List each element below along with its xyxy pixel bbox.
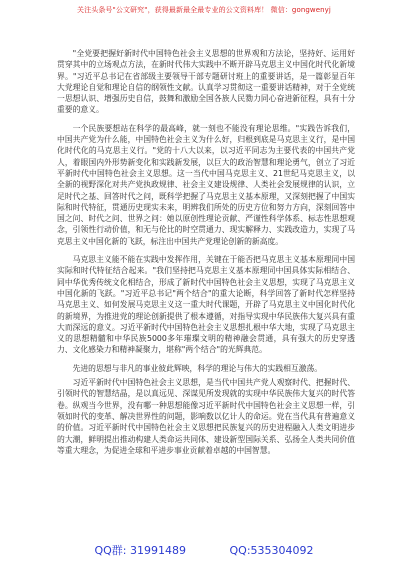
watermark-header: 关注头条号"公文研究"，获得最新最全最专业的公文资料库！ 微信：gongwenyj: [77, 6, 331, 14]
paragraph-3: 马克思主义能不能在实践中发挥作用，关键在于能否把马克思主义基本原理同中国实际和时代特征结合起来。"我们坚持把马克思主义基本原理同中国具体实际相结合、同中华优秀传统文化相结合，形成了新时代中国特色社会主义思想，实现了马克思主义中国化新的飞跃。"习近平总书记"两个结合"的重大论断，科学回答了新时代怎样坚持马克思主义、如何发展马克思主义这一重大时代课题，开辟了马克思主义中国化时代化的新境界，为推进党的理论创新提供了根本遵循，对指导实现中华民族伟大复兴具有重大而深远的意义。习近平新时代中国特色社会主义思想扎根中华大地，实现了马克思主义的思想精髓和中华民族5000多年璀璨文明的精神融会贯通，具有强大的历史穿透力、文化感染力和精神凝聚力，堪称"两个结合"的光辉典范。: [57, 255, 355, 355]
contact-footer: [0, 542, 408, 558]
paragraph-5: 习近平新时代中国特色社会主义思想，是当代中国共产党人观察时代、把握时代、引领时代的智慧结晶，是以真远见、深谋见所发现就的实现中华民族伟大复兴的时代答卷。纵观当今世界，没有哪一种思想能像习近平新时代中国特色社会主义思想一样，引领如时代的变革、解决世界性的问题，影响数以亿计人的命运。党在当代具有普遍意义的价值。习近平新时代中国特色社会主义思想把民族复兴的历史进程融入人类文明进步的大潮，鲜明提出推动构建人类命运共同体、建设新型国际关系、弘扬全人类共同价值等重大理念，为促进全球和平进步事业贡献着卓越的中国智慧。: [57, 378, 355, 455]
paragraph-2: 一个民族要想站在科学的最高峰，就一刻也不能没有理论思维。"实践告诉我们，中国共产党为什么能，中国特色社会主义为什么好，归根到底是马克思主义行，是中国化时代化的马克思主义行。"党的十八大以来，以习近平同志为主要代表的中国共产党人，着眼国内外形势新变化和实践新发展，以巨大的政治智慧和理论勇气，创立了习近平新时代中国特色社会主义思想。这一当代中国马克思主义、21世纪马克思主义，以全新的视野深化对共产党执政规律、社会主义建设规律、人类社会发展规律的认识，立足时代之基、回答时代之问，既科学把握了马克思主义基本原理，又深刻把握了中国实际和时代特征，贯通历史现实未来，明辨我们所处的历史方位和努力方向，深刻回答中国之问、时代之问、世界之问：她以原创性理论贡献、严谨性科学体系、标志性思想观念，引领性行动价值，和无与伦比的时空贯通力、现实解释力、实践改造力，实现了马克思主义中国化新的飞跃，标注出中国共产党理论创新的新高度。: [57, 123, 355, 246]
paragraph-4: 先进的思想与非凡的事业彼此辉映，科学的理论与伟大的实践相互激荡。: [72, 363, 323, 373]
paragraph-1: "全党要把握好新时代中国特色社会主义思想的世界观和方法论，坚持好、运用好贯穿其中的立场观点方法，在新时代伟大实践中不断开辟马克思主义中国化时代化新境界。"习近平总书记在省部级主要领导干部专题研讨班上的重要讲话，是一篇彰显百年大党理论自觉和理论自信的纲领性文献。认真学习贯彻这一重要讲话精神，对于全党统一思想认识、增强历史自信，鼓舞和激励全国各族人民勠力同心奋进新征程，具有十分重要的意义。: [57, 49, 355, 115]
article-body: [57, 48, 355, 463]
qq-text: QQ:535304092: [229, 544, 314, 557]
qq-group-text: QQ群: 31991489: [94, 544, 186, 557]
